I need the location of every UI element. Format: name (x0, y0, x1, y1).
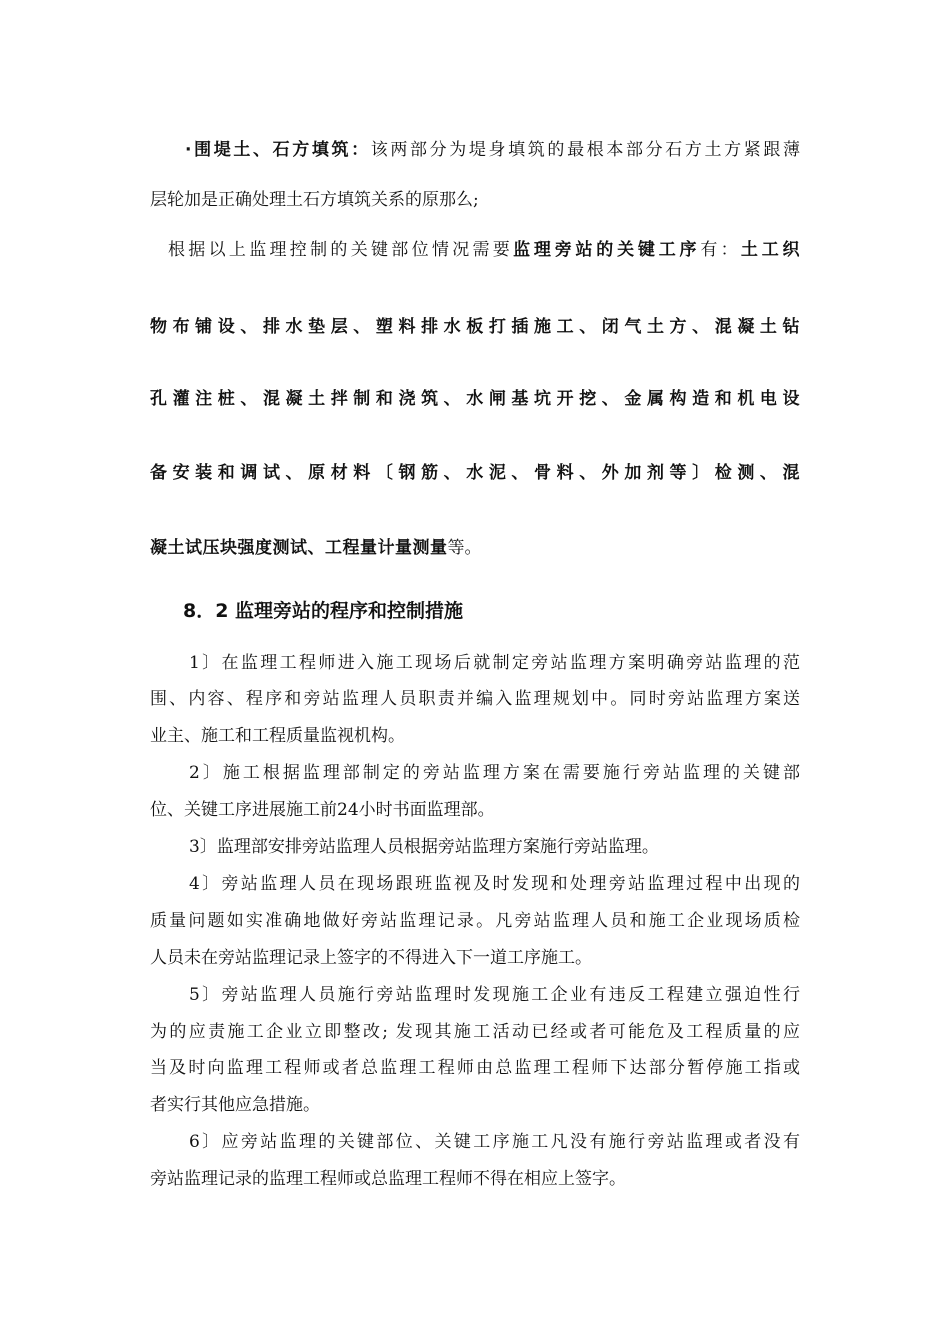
item-4-line-1: 4〕旁站监理人员在现场跟班监视及时发现和处理旁站监理过程中出现的 (189, 874, 800, 894)
item-6-line-1: 6〕应旁站监理的关键部位、关键工序施工凡没有施行旁站监理或者没有 (189, 1132, 800, 1152)
bullet-line-2: 层轮加是正确处理土石方填筑关系的原那么; (150, 190, 479, 210)
key-process-last-bold: 凝土试压块强度测试、工程量计量测量 (150, 538, 448, 558)
key-process-line-3: 孔灌注桩、混凝土拌制和浇筑、水闸基坑开挖、金属构造和机电设 (150, 389, 800, 409)
item-3-line-1: 3〕监理部安排旁站监理人员根据旁站监理方案施行旁站监理。 (189, 837, 659, 857)
item-5-line-2: 为的应责施工企业立即整改; 发现其施工活动已经或者可能危及工程质量的应 (150, 1022, 800, 1042)
item-2-line-1: 2〕施工根据监理部制定的旁站监理方案在需要施行旁站监理的关键部 (189, 763, 800, 783)
item-5-line-3: 当及时向监理工程师或者总监理工程师由总监理工程师下达部分暂停施工指或 (150, 1058, 800, 1078)
item-2-line-2: 位、关键工序进展施工前24小时书面监理部。 (150, 800, 495, 820)
bullet-text: 该两部分为堤身填筑的最根本部分石方土方紧跟薄 (370, 140, 800, 160)
key-process-lead: 根据以上监理控制的关键部位情况需要 (168, 240, 514, 260)
key-process-tail: 土工织 (740, 240, 801, 260)
item-5-line-4: 者实行其他应急措施。 (150, 1095, 320, 1115)
item-1-line-1: 1〕在监理工程师进入施工现场后就制定旁站监理方案明确旁站监理的范 (189, 653, 800, 673)
key-process-line-2: 物布铺设、排水垫层、塑料排水板打插施工、闭气土方、混凝土钻 (150, 317, 800, 337)
section-heading: 8．2 监理旁站的程序和控制措施 (183, 600, 464, 622)
key-process-mid: 有： (700, 240, 741, 260)
item-1-line-3: 业主、施工和工程质量监视机构。 (150, 726, 405, 746)
key-process-term: 监理旁站的关键工序 (513, 240, 701, 260)
key-process-end: 等。 (447, 538, 482, 558)
item-5-line-1: 5〕旁站监理人员施行旁站监理时发现施工企业有违反工程建立强迫性行 (189, 985, 800, 1005)
bullet-line-1 (185, 138, 800, 162)
item-4-line-2: 质量问题如实准确地做好旁站监理记录。凡旁站监理人员和施工企业现场质检 (150, 911, 800, 931)
item-1-line-2: 围、内容、程序和旁站监理人员职责并编入监理规划中。同时旁站监理方案送 (150, 689, 800, 709)
key-process-line-5 (150, 536, 800, 560)
item-4-line-3: 人员未在旁站监理记录上签字的不得进入下一道工序施工。 (150, 948, 592, 968)
bullet-label: ·围堤土、石方填筑： (185, 140, 371, 160)
key-process-line-4: 备安装和调试、原材料〔钢筋、水泥、骨料、外加剂等〕检测、混 (150, 463, 800, 483)
item-6-line-2: 旁站监理记录的监理工程师或总监理工程师不得在相应上签字。 (150, 1169, 626, 1189)
key-process-line-1 (168, 238, 800, 262)
